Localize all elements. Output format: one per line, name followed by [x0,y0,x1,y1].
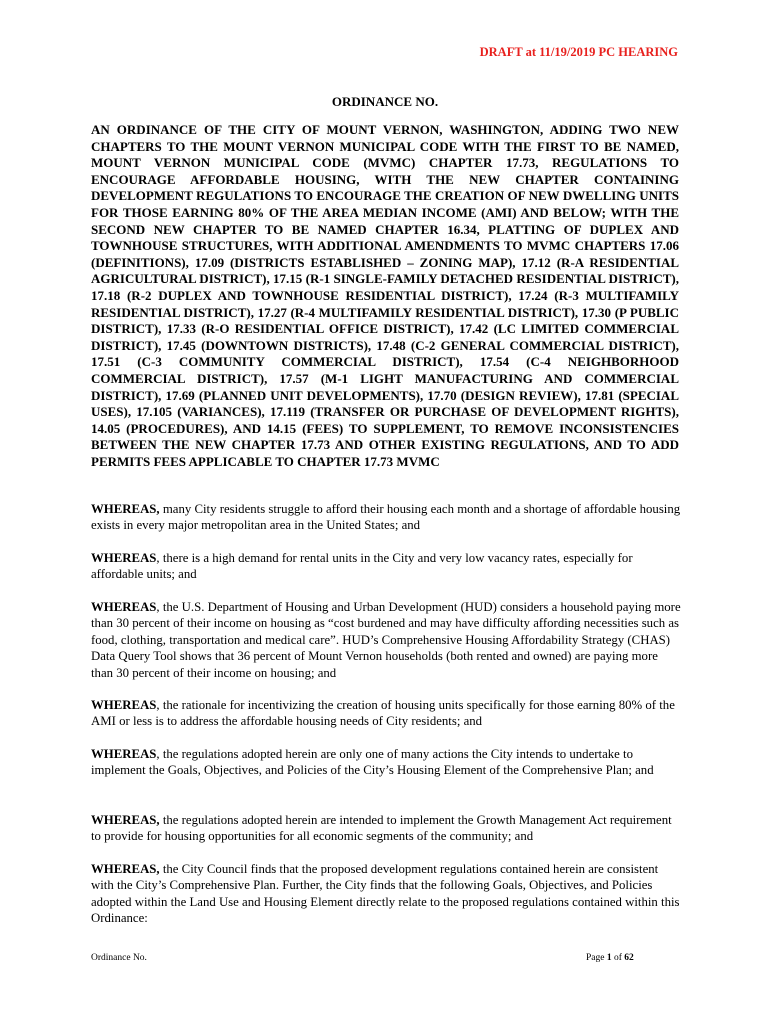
whereas-paragraph-7 [91,861,683,927]
whereas-text: , there is a high demand for rental units in the City and very low vacancy rates, especially for affordable units; and [91,551,633,582]
whereas-lead: WHEREAS [91,698,157,712]
whereas-text: , the U.S. Department of Housing and Urban Development (HUD) considers a household paying more than 30 percent of their income on housing as “cost burdened and may have difficulty affording necessities such as food, clothing, transportation and medical care”. HUD’s Comprehensive Housing Affordability Strategy (CHAS) Data Query Tool shows that 36 percent of Mount Vernon households (both rented and owned) are paying more than 30 percent of their income on housing; and [91,600,681,680]
footer-ordinance-label: Ordinance No. [91,953,147,963]
whereas-lead: WHEREAS [91,600,157,614]
whereas-lead: WHEREAS, [91,862,160,876]
whereas-paragraph-1 [91,501,683,534]
whereas-paragraph-3 [91,599,683,681]
footer-page-of: of [611,953,625,963]
whereas-paragraph-5 [91,746,683,779]
footer-page-number [586,953,634,963]
whereas-text: the City Council finds that the proposed development regulations contained herein are consistent with the City’s Comprehensive Plan. Further, the City finds that the following Goals, Objectives, and Policies adopted within the Land Use and Housing Element directly relate to the proposed regulations contained within this Ordinance: [91,862,680,926]
whereas-text: , the rationale for incentivizing the creation of housing units specifically for those earning 80% of the AMI or less is to address the affordable housing needs of City residents; and [91,698,675,729]
footer-page-total: 62 [624,953,634,963]
whereas-lead: WHEREAS [91,747,157,761]
ordinance-caption: AN ORDINANCE OF THE CITY OF MOUNT VERNON, WASHINGTON, ADDING TWO NEW CHAPTERS TO THE MOUNT VERNON MUNICIPAL CODE WITH THE FIRST TO BE NAMED, MOUNT VERNON MUNICIPAL CODE (MVMC) CHAPTER 17.73, REGULATIONS TO ENCOURAGE AFFORDABLE HOUSING, WITH THE NEW CHAPTER CONTAINING DEVELOPMENT REGULATIONS TO ENCOURAGE THE CREATION OF NEW DWELLING UNITS FOR THOSE EARNING 80% OF THE AREA MEDIAN INCOME (AMI) AND BELOW; WITH THE SECOND NEW CHAPTER TO BE NAMED CHAPTER 16.34, PLATTING OF DUPLEX AND TOWNHOUSE STRUCTURES, WITH ADDITIONAL AMENDMENTS TO MVMC CHAPTERS 17.06 (DEFINITIONS), 17.09 (DISTRICTS ESTABLISHED – ZONING MAP), 17.12 (R-A RESIDENTIAL AGRICULTURAL DISTRICT), 17.15 (R-1 SINGLE-FAMILY DETACHED RESIDENTIAL DISTRICT), 17.18 (R-2 DUPLEX AND TOWNHOUSE RESIDENTIAL DISTRICT), 17.24 (R-3 MULTIFAMILY RESIDENTIAL DISTRICT), 17.27 (R-4 MULTIFAMILY RESIDENTIAL DISTRICT), 17.30 (P PUBLIC DISTRICT), 17.33 (R-O RESIDENTIAL OFFICE DISTRICT), 17.42 (LC LIMITED COMMERCIAL DISTRICT), 17.45 (DOWNTOWN DISTRICTS), 17.48 (C-2 GENERAL COMMERCIAL DISTRICT), 17.51 (C-3 COMMUNITY COMMERCIAL DISTRICT), 17.54 (C-4 NEIGHBORHOOD COMMERCIAL DISTRICT), 17.57 (M-1 LIGHT MANUFACTURING AND COMMERCIAL DISTRICT), 17.69 (PLANNED UNIT DEVELOPMENTS), 17.70 (DESIGN REVIEW), 17.81 (SPECIAL USES), 17.105 (VARIANCES), 17.119 (TRANSFER OR PURCHASE OF DEVELOPMENT RIGHTS), 14.05 (PROCEDURES), AND 14.15 (FEES) TO SUPPLEMENT, TO REMOVE INCONSISTENCIES BETWEEN THE NEW CHAPTER 17.73 AND OTHER EXISTING REGULATIONS, AND TO ADD PERMITS FEES APPLICABLE TO CHAPTER 17.73 MVMC [91,122,679,469]
footer-page-prefix: Page [586,953,607,963]
whereas-paragraph-6 [91,812,683,845]
footer-page-current: 1 [606,953,612,963]
whereas-lead: WHEREAS, [91,813,160,827]
whereas-text: , the regulations adopted herein are only one of many actions the City intends to undertake to implement the Goals, Objectives, and Policies of the City’s Housing Element of the Comprehensive Plan; and [91,747,654,778]
draft-notice: DRAFT at 11/19/2019 PC HEARING [479,45,678,59]
whereas-text: many City residents struggle to afford their housing each month and a shortage of affordable housing exists in every major metropolitan area in the United States; and [91,502,681,533]
whereas-lead: WHEREAS, [91,502,160,516]
ordinance-title: ORDINANCE NO. [331,94,439,109]
whereas-lead: WHEREAS [91,551,157,565]
whereas-paragraph-4 [91,697,683,730]
whereas-text: the regulations adopted herein are intended to implement the Growth Management Act requirement to provide for housing opportunities for all economic segments of the community; and [91,813,672,844]
whereas-paragraph-2 [91,550,683,583]
